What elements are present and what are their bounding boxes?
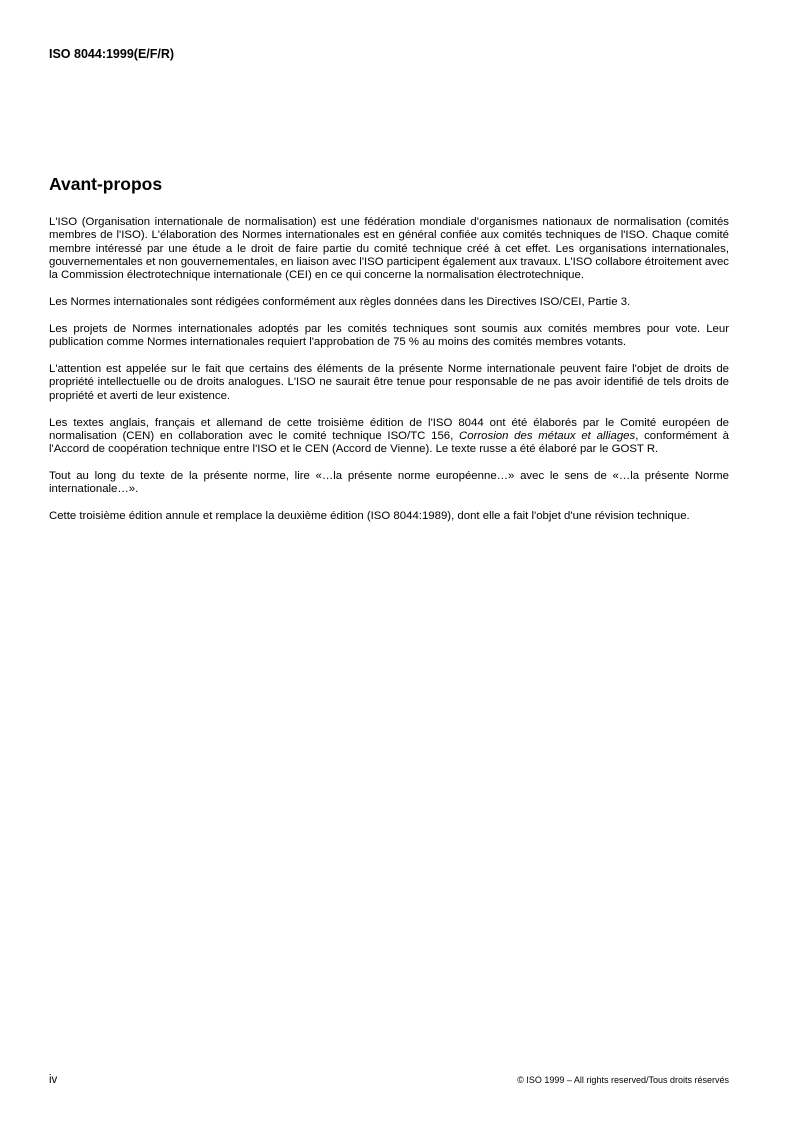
paragraph-patent-rights: L'attention est appelée sur le fait que certains des éléments de la présente Norme internationale peuvent faire l'objet de droits de propriété intellectuelle ou de droits analogues. L'ISO ne saurait être tenue pour responsable de ne pas avoir identifié de tels droits de propriété et averti de leur existence.: [49, 363, 729, 402]
document-id: ISO 8044:1999(E/F/R): [49, 47, 175, 61]
foreword-body: [49, 216, 729, 537]
section-title: Avant-propos: [49, 174, 163, 194]
paragraph-iso-organisation: L'ISO (Organisation internationale de normalisation) est une fédération mondiale d'organismes nationaux de normalisation (comités membres de l'ISO). L'élaboration des Normes internationales est en général confiée aux comités techniques de l'ISO. Chaque comité membre intéressé par une étude a le droit de faire partie du comité technique créé à cet effet. Les organisations internationales, gouvernementales et non gouvernementales, en liaison avec l'ISO participent également aux travaux. L'ISO collabore étroitement avec la Commission électrotechnique internationale (CEI) en ce qui concerne la normalisation électrotechnique.: [49, 216, 729, 282]
paragraph-language-versions: [49, 417, 729, 457]
paragraph-edition-note: Cette troisième édition annule et remplace la deuxième édition (ISO 8044:1989), dont elle a fait l'objet d'une révision technique.: [49, 510, 690, 523]
paragraph-text: , conformément à l'Accord de coopération technique entre l'ISO et le CEN (Accord de Vienne). Le texte russe a été élaboré par le GOST R.: [49, 429, 729, 456]
page-number: iv: [49, 1074, 58, 1086]
paragraph-voting: Les projets de Normes internationales adoptés par les comités techniques sont soumis aux comités membres pour vote. Leur publication comme Normes internationales requiert l'approbation de 75 % au moins des comités membres votants.: [49, 322, 729, 349]
paragraph-text: Les textes anglais, français et allemand de cette troisième édition de l'ISO 8044 ont été élaborés par le Comité européen de normalisation (CEN) en collaboration avec le comité technique ISO/TC 156,: [49, 416, 729, 442]
paragraph-reading-note: Tout au long du texte de la présente norme, lire «…la présente norme européenne…» avec le sens de «…la présente Norme internationale…».: [49, 470, 729, 496]
paragraph-directives: Les Normes internationales sont rédigées conformément aux règles données dans les Directives ISO/CEI, Partie 3.: [49, 296, 631, 309]
committee-title: Corrosion des métaux et alliages: [459, 429, 636, 442]
copyright-notice: © ISO 1999 – All rights reserved/Tous droits réservés: [517, 1075, 729, 1085]
